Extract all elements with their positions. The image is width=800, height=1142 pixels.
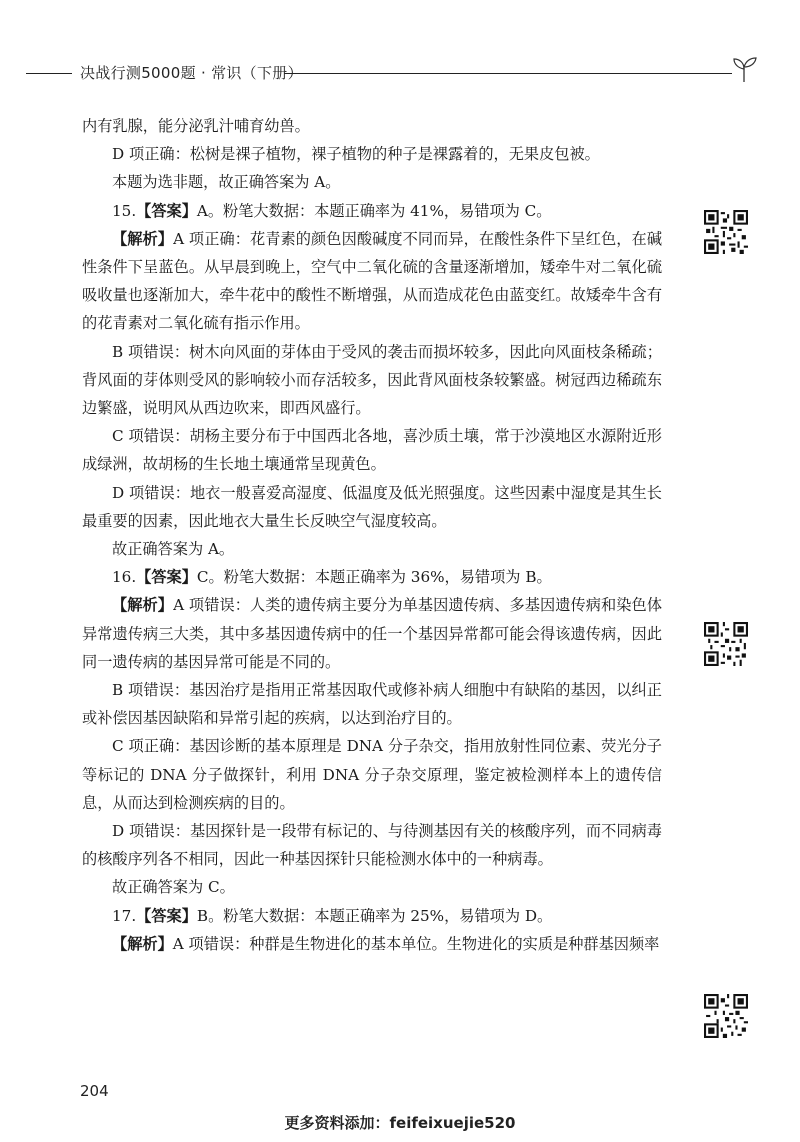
footer-note: 更多资料添加：feifeixuejie520: [284, 1114, 516, 1132]
paragraph: 故正确答案为 C。: [112, 878, 235, 897]
running-header: [0, 58, 800, 90]
section-label: 【解析】: [112, 934, 173, 953]
paragraph: C 项错误：胡杨主要分布于中国西北各地，喜沙质土壤，常于沙漠地区水源附近形成绿洲，故胡杨的生长地土壤通常呈现黄色。: [82, 427, 662, 474]
section-label: 【答案】: [136, 568, 197, 587]
qr-code-icon[interactable]: [704, 994, 748, 1038]
paragraph: C 项正确：基因诊断的基本原理是 DNA 分子杂交，指用放射性同位素、荧光分子等标记的 DNA 分子做探针，利用 DNA 分子杂交原理，鉴定被检测样本上的遗传信息，从而达到检测疾病的目的。: [82, 737, 662, 812]
body-text: [82, 112, 662, 958]
answer-line-15: 15.【答案】A。粉笔大数据：本题正确率为 41%，易错项为 C。: [112, 201, 552, 220]
paragraph: 故正确答案为 A。: [112, 540, 235, 559]
page-number: 204: [80, 1082, 109, 1100]
header-rule-left: [26, 73, 72, 74]
paragraph: B 项错误：基因治疗是指用正常基因取代或修补病人细胞中有缺陷的基因，以纠正或补偿因基因缺陷和异常引起的疾病，以达到治疗目的。: [82, 681, 662, 728]
book-title: 决战行测5000题 · 常识（下册）: [80, 64, 303, 82]
section-label: 【答案】: [136, 201, 197, 220]
qr-code-icon[interactable]: [704, 210, 748, 254]
paragraph: D 项错误：地衣一般喜爱高湿度、低温度及低光照强度。这些因素中湿度是其生长最重要的因素，因此地衣大量生长反映空气湿度较高。: [82, 483, 662, 530]
paragraph: B 项错误：树木向风面的芽体由于受风的袭击而损坏较多，因此向风面枝条稀疏；背风面的芽体则受风的影响较小而存活较多，因此背风面枝条较繁盛。树冠西边稀疏东边繁盛，说明风从西边吹来，即西风盛行。: [82, 342, 662, 418]
section-label: 【解析】: [112, 229, 174, 248]
sprout-icon: [730, 54, 758, 84]
analysis-16: 【解析】A 项错误：人类的遗传病主要分为单基因遗传病、多基因遗传病和染色体异常遗传病三大类，其中多基因遗传病中的任一个基因异常都可能会得该遗传病，因此同一遗传病的基因异常可能是不同的。: [82, 596, 663, 671]
answer-line-17: 17.【答案】B。粉笔大数据：本题正确率为 25%，易错项为 D。: [112, 906, 553, 925]
paragraph: 本题为选非题，故正确答案为 A。: [112, 173, 341, 192]
section-label: 【答案】: [136, 906, 197, 925]
paragraph: D 项错误：基因探针是一段带有标记的、与待测基因有关的核酸序列，而不同病毒的核酸序列各不相同，因此一种基因探针只能检测水体中的一种病毒。: [82, 822, 662, 869]
section-label: 【解析】: [112, 596, 174, 615]
analysis-15: 【解析】A 项正确：花青素的颜色因酸碱度不同而异，在酸性条件下呈红色，在碱性条件下呈蓝色。从早晨到晚上，空气中二氧化硫的含量逐渐增加，矮牵牛对二氧化硫吸收量也逐渐加大，牵牛花中的酸性不断增强，从而造成花色由蓝变红。故矮牵牛含有的花青素对二氧化硫有指示作用。: [82, 229, 663, 333]
answer-line-16: 16.【答案】C。粉笔大数据：本题正确率为 36%，易错项为 B。: [112, 568, 552, 587]
analysis-17: 【解析】A 项错误：种群是生物进化的基本单位。生物进化的实质是种群基因频率: [112, 934, 660, 953]
paragraph: D 项正确：松树是裸子植物，裸子植物的种子是裸露着的，无果皮包被。: [112, 145, 600, 164]
paragraph: 内有乳腺，能分泌乳汁哺育幼兽。: [82, 117, 310, 135]
header-rule-right: [284, 73, 732, 74]
qr-code-icon[interactable]: [704, 622, 748, 666]
